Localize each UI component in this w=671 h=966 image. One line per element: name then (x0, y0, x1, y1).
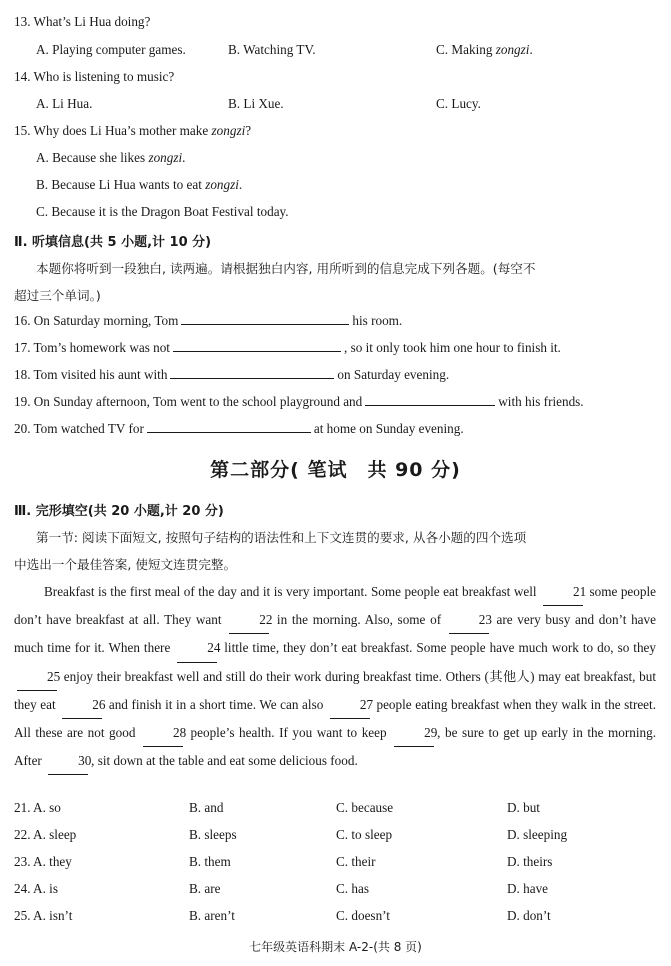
fill-item-19: 19. On Sunday afternoon, Tom went to the school playground and with his friends. (14, 394, 584, 409)
cloze-blank-21[interactable]: 21 (543, 578, 583, 606)
passage-text: little time, they don’t eat breakfast. Some people have much work to do, so they (220, 640, 656, 656)
section-3-instruction-line2: 中选出一个最佳答案, 使短文连贯完整。 (14, 557, 237, 572)
choice-21-a: 21. A. so (14, 800, 61, 815)
choice-25-b: B. aren’t (189, 908, 235, 923)
fill-item-18: 18. Tom visited his aunt with on Saturday evening. (14, 367, 450, 382)
passage-text: people’s health. If you want to keep (185, 725, 392, 741)
passage-text: are very busy and don’t have much time for it. When there (14, 612, 656, 656)
passage-text: , be sure to get up early in the morning. After (14, 725, 656, 769)
part-2-title: 第二部分( 笔试 共 90 分) (210, 459, 461, 481)
section-2-heading: Ⅱ. 听填信息(共 5 小题,计 10 分) (14, 235, 212, 250)
choice-24-a: 24. A. is (14, 881, 58, 896)
cloze-blank-28[interactable]: 28 (143, 719, 183, 747)
fill-item-17: 17. Tom’s homework was not , so it only took him one hour to finish it. (14, 340, 561, 355)
page-footer: 七年级英语科期末 A-2-(共 8 页) (249, 940, 422, 954)
q13-option-c: C. Making zongzi. (436, 42, 533, 57)
answer-blank-17[interactable] (173, 340, 341, 352)
passage-text: some people don’t have breakfast at all. They want (14, 584, 656, 628)
q13-option-a: A. Playing computer games. (36, 42, 186, 57)
choice-23-c: C. their (336, 854, 376, 869)
cloze-blank-24[interactable]: 24 (177, 634, 217, 662)
question-15-stem: 15. Why does Li Hua’s mother make zongzi? (14, 123, 252, 138)
choice-23-a: 23. A. they (14, 854, 72, 869)
cloze-blank-25[interactable]: 25 (17, 663, 57, 691)
q15-option-c: C. Because it is the Dragon Boat Festival today. (36, 204, 289, 219)
q14-option-a: A. Li Hua. (36, 96, 93, 111)
question-14-stem: 14. Who is listening to music? (14, 69, 175, 84)
answer-blank-20[interactable] (147, 421, 311, 433)
cloze-passage (14, 578, 656, 775)
choice-23-b: B. them (189, 854, 231, 869)
choice-21-d: D. but (507, 800, 540, 815)
q14-option-c: C. Lucy. (436, 96, 481, 111)
answer-blank-18[interactable] (170, 367, 334, 379)
section-3-heading: Ⅲ. 完形填空(共 20 小题,计 20 分) (14, 504, 224, 519)
choice-24-b: B. are (189, 881, 221, 896)
cloze-blank-30[interactable]: 30 (48, 747, 88, 775)
choice-22-b: B. sleeps (189, 827, 237, 842)
answer-blank-16[interactable] (181, 313, 349, 325)
passage-text: and finish it in a short time. We can also (105, 696, 327, 712)
section-2-instruction-line1: 本题你将听到一段独白, 读两遍。请根据独白内容, 用所听到的信息完成下列各题。(每空不 (36, 261, 536, 276)
passage-text: people eating breakfast when they walk in the street. All these are not good (14, 696, 656, 741)
choice-22-c: C. to sleep (336, 827, 393, 842)
cloze-blank-29[interactable]: 29 (394, 719, 434, 747)
passage-text: enjoy their breakfast well and still do their work during breakfast time. Others (其他人) may eat breakfast, but they eat (14, 668, 656, 712)
q14-option-b: B. Li Xue. (228, 96, 284, 111)
passage-text: Breakfast is the first meal of the day and it is very important. Some people eat breakfast well (44, 584, 541, 599)
passage-text: , sit down at the table and eat some delicious food. (91, 753, 358, 769)
answer-blank-19[interactable] (365, 394, 495, 406)
choice-25-a: 25. A. isn’t (14, 908, 73, 923)
choice-25-c: C. doesn’t (336, 908, 390, 923)
choice-21-c: C. because (336, 800, 394, 815)
question-13-stem: 13. What’s Li Hua doing? (14, 14, 151, 29)
choice-24-c: C. has (336, 881, 369, 896)
cloze-blank-26[interactable]: 26 (62, 691, 102, 719)
fill-item-20: 20. Tom watched TV for at home on Sunday evening. (14, 421, 464, 436)
q13-option-b: B. Watching TV. (228, 42, 316, 57)
choice-23-d: D. theirs (507, 854, 553, 869)
q15-option-a: A. Because she likes zongzi. (36, 150, 186, 165)
passage-text: in the morning. Also, some of (272, 612, 446, 628)
section-3-instruction-line1: 第一节: 阅读下面短文, 按照句子结构的语法性和上下文连贯的要求, 从各小题的四个选项 (36, 530, 527, 545)
choice-22-a: 22. A. sleep (14, 827, 77, 842)
cloze-blank-27[interactable]: 27 (330, 691, 370, 719)
q15-option-b: B. Because Li Hua wants to eat zongzi. (36, 177, 243, 192)
choice-25-d: D. don’t (507, 908, 551, 923)
cloze-blank-23[interactable]: 23 (449, 606, 489, 634)
choice-21-b: B. and (189, 800, 224, 815)
fill-item-16: 16. On Saturday morning, Tom his room. (14, 313, 403, 328)
cloze-blank-22[interactable]: 22 (229, 606, 269, 634)
section-2-instruction-line2: 超过三个单词。) (14, 288, 101, 303)
choice-24-d: D. have (507, 881, 549, 896)
choice-22-d: D. sleeping (507, 827, 568, 842)
